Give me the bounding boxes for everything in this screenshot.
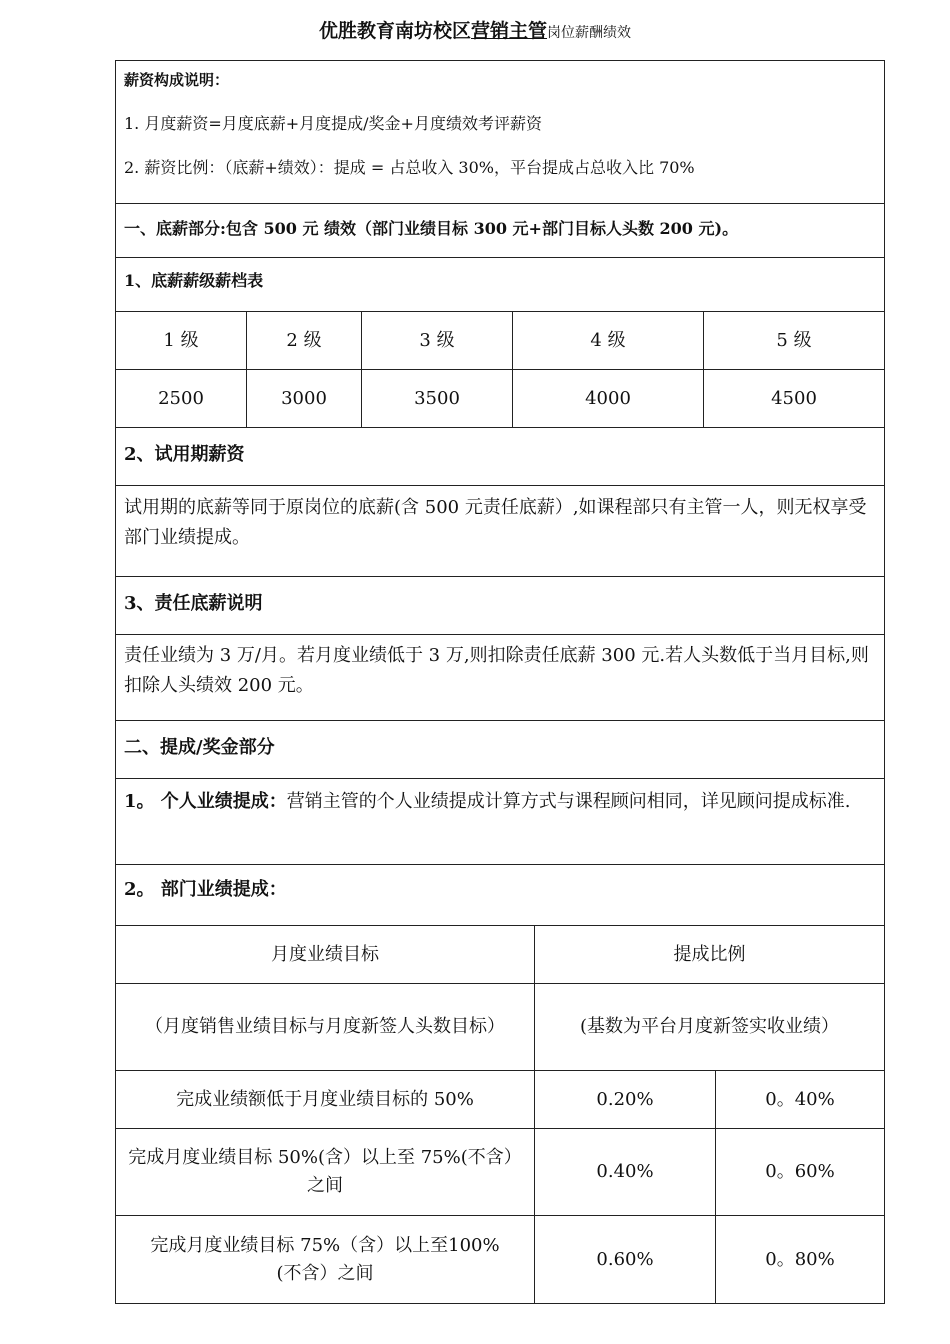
- salary-levels-row: [116, 312, 884, 370]
- department-header-row: [116, 926, 884, 984]
- personal-commission-label: 1。 个人业绩提成：: [124, 791, 287, 812]
- table-row: [116, 1216, 884, 1303]
- tier-rate-1: 0.40%: [535, 1129, 716, 1215]
- rate-column-subheader: (基数为平台月度新签实收业绩）: [579, 1016, 840, 1037]
- section-1-row: [116, 204, 884, 258]
- tier-rate-1: 0.20%: [535, 1071, 716, 1128]
- intro-section: [116, 61, 884, 204]
- department-heading-row: [116, 865, 884, 926]
- title-suffix: 岗位薪酬绩效: [547, 25, 632, 41]
- section-2-row: [116, 721, 884, 779]
- salary-table-heading: 1、底薪薪级薪档表: [124, 271, 264, 290]
- intro-heading: 薪资构成说明：: [124, 71, 230, 89]
- responsibility-text-row: [116, 635, 884, 721]
- level-cell: 3 级: [362, 312, 513, 369]
- tier-target: 完成业绩额低于月度业绩目标的 50%: [116, 1071, 535, 1128]
- title-main: 优胜教育南坊校区: [318, 20, 471, 42]
- level-cell: 4 级: [513, 312, 704, 369]
- level-cell: 2 级: [247, 312, 362, 369]
- amount-cell: 2500: [116, 370, 247, 427]
- amount-cell: 3000: [247, 370, 362, 427]
- table-row: [116, 1071, 884, 1129]
- tier-rate-2: 0。80%: [765, 1248, 835, 1270]
- target-column-header: 月度业绩目标: [116, 926, 535, 983]
- level-cell: 1 级: [116, 312, 247, 369]
- tier-target: 完成月度业绩目标 50%(含）以上至 75%(不含）之间: [116, 1129, 535, 1215]
- tier-target: 完成月度业绩目标 75%（含）以上至100%(不含）之间: [116, 1216, 535, 1303]
- tier-rate-1: 0.60%: [535, 1216, 716, 1303]
- responsibility-text: 责任业绩为 3 万/月。若月度业绩低于 3 万,则扣除责任底薪 300 元.若人头数低于当月目标,则扣除人头绩效 200 元。: [124, 645, 869, 696]
- title-position: 营销主管: [471, 20, 548, 42]
- amount-cell: 3500: [362, 370, 513, 427]
- salary-amounts-row: [116, 370, 884, 428]
- personal-commission-row: [116, 779, 884, 865]
- level-cell: 5 级: [776, 329, 812, 351]
- section-2-heading: 二、提成/奖金部分: [124, 737, 275, 758]
- probation-text-row: [116, 486, 884, 577]
- probation-text: 试用期的底薪等同于原岗位的底薪(含 500 元责任底薪）,如课程部只有主管一人，则无权享受部门业绩提成。: [124, 497, 867, 548]
- section-1-heading: 一、底薪部分:包含 500 元 绩效（部门业绩目标 300 元+部门目标人头数 200 元)。: [124, 219, 739, 238]
- tier-rate-2: 0。40%: [765, 1088, 835, 1110]
- probation-heading: 2、试用期薪资: [124, 444, 245, 465]
- probation-heading-row: [116, 428, 884, 486]
- department-subheader-row: [116, 984, 884, 1071]
- amount-cell: 4500: [771, 387, 817, 409]
- tier-rate-2: 0。60%: [765, 1161, 835, 1182]
- document-title: [0, 16, 950, 43]
- table-row: [116, 1129, 884, 1216]
- intro-item-2: 2. 薪资比例：（底薪+绩效）：提成 = 占总收入 30%，平台提成占总收入比 70%: [124, 158, 695, 177]
- personal-commission: [124, 787, 878, 817]
- amount-cell: 4000: [513, 370, 704, 427]
- department-heading: 2。 部门业绩提成：: [124, 879, 287, 900]
- target-column-subheader: （月度销售业绩目标与月度新签人头数目标）: [116, 984, 535, 1070]
- responsibility-heading: 3、责任底薪说明: [124, 593, 263, 614]
- intro-item-1: 1. 月度薪资=月度底薪+月度提成/奖金+月度绩效考评薪资: [124, 114, 542, 133]
- responsibility-heading-row: [116, 577, 884, 635]
- salary-table-heading-row: [116, 258, 884, 312]
- compensation-table: [115, 60, 885, 1304]
- personal-commission-text: 营销主管的个人业绩提成计算方式与课程顾问相同，详见顾问提成标准.: [286, 791, 851, 812]
- rate-column-header: 提成比例: [673, 943, 746, 965]
